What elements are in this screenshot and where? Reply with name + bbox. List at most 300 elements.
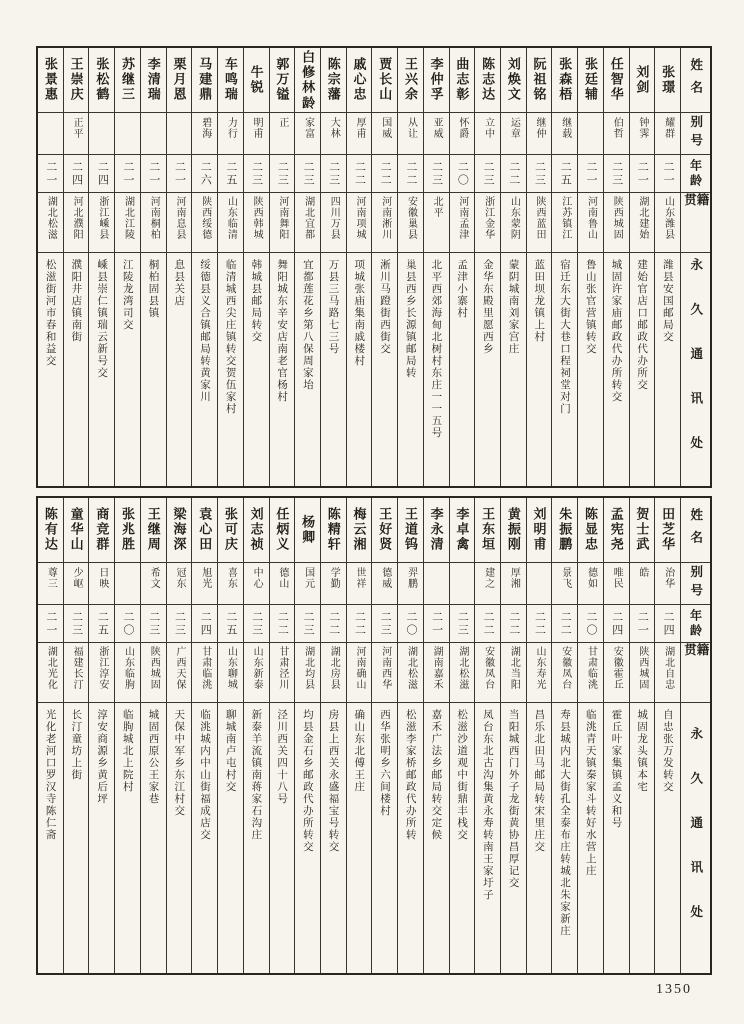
person-origin-cell [552, 192, 577, 252]
person-alias-cell [64, 112, 89, 154]
row-header-alias-label: 别号 [688, 115, 703, 152]
person-age-cell [115, 604, 140, 642]
person-alias-cell [578, 562, 603, 604]
person-origin-cell [89, 642, 114, 702]
person-origin: 浙江金华 [482, 196, 494, 240]
person-address: 霍丘叶家集镇孟义和号 [610, 709, 623, 829]
person-address-cell [527, 702, 552, 973]
person-address-cell [270, 252, 295, 486]
person-column [475, 48, 501, 486]
person-origin-cell [218, 192, 243, 252]
person-alias-cell [89, 562, 114, 604]
person-origin: 湖北房县 [328, 646, 340, 690]
person-origin-cell [141, 642, 166, 702]
person-alias: 耀群 [662, 117, 674, 139]
person-origin: 湖北松滋 [45, 196, 57, 240]
person-age-cell [295, 604, 320, 642]
person-address-cell [501, 252, 526, 486]
person-origin: 山东临朐 [122, 646, 134, 690]
person-address: 自忠张万发转交 [661, 709, 674, 793]
person-age: 二一 [44, 610, 57, 637]
person-column [321, 48, 347, 486]
person-alias-cell [347, 562, 372, 604]
person-alias: 冠东 [173, 567, 185, 589]
person-name-cell [655, 48, 680, 112]
person-alias: 亚威 [431, 117, 443, 139]
person-alias-cell [398, 562, 423, 604]
person-origin-cell [141, 192, 166, 252]
person-address: 松滋沙道观中街鼎丰栈交 [456, 709, 469, 841]
person-address: 息县关店 [173, 259, 186, 307]
person-address: 松滋李家桥邮政代办所转 [404, 709, 417, 841]
person-origin: 广西天保 [173, 646, 185, 690]
person-name: 郭万镒 [274, 57, 290, 102]
person-address-cell [295, 702, 320, 973]
person-address: 嘉禾广法乡邮局转交定候 [430, 709, 443, 841]
person-column [372, 48, 398, 486]
person-origin-cell [38, 192, 63, 252]
person-age-cell [475, 154, 500, 192]
person-age-cell [578, 604, 603, 642]
person-origin-cell [655, 192, 680, 252]
person-age: 二五 [224, 160, 237, 187]
person-origin-cell [398, 642, 423, 702]
row-header-origin-label: 籍贯 [682, 193, 709, 228]
person-address: 濮阳井店镇南街 [70, 259, 83, 343]
person-alias-cell [655, 562, 680, 604]
person-origin-cell [192, 192, 217, 252]
person-address: 确山东北傅王庄 [353, 709, 366, 793]
person-column [218, 498, 244, 973]
person-address-cell [64, 702, 89, 973]
person-alias-cell [321, 112, 346, 154]
person-name-cell [527, 48, 552, 112]
person-origin-cell [244, 642, 269, 702]
person-alias: 运章 [508, 117, 520, 139]
person-name-cell [398, 498, 423, 562]
person-origin-cell [578, 192, 603, 252]
person-name-cell [89, 498, 114, 562]
person-name-cell [604, 498, 629, 562]
row-header-origin [681, 192, 710, 252]
person-address-cell [450, 252, 475, 486]
person-column [64, 498, 90, 973]
person-alias-cell [270, 112, 295, 154]
person-name: 张景惠 [42, 57, 58, 102]
person-name: 田芝华 [660, 507, 676, 552]
person-column [295, 48, 321, 486]
person-alias: 钟霁 [636, 117, 648, 139]
person-address-cell [501, 702, 526, 973]
person-address-cell [89, 252, 114, 486]
person-age-cell [218, 154, 243, 192]
person-name-cell [192, 498, 217, 562]
person-age-cell [501, 154, 526, 192]
person-name-cell [295, 498, 320, 562]
person-origin: 安徽巢县 [405, 196, 417, 240]
row-header-age [681, 604, 710, 642]
person-age-cell [398, 154, 423, 192]
person-name-cell [321, 48, 346, 112]
person-name: 王兴余 [402, 57, 418, 102]
person-column [424, 498, 450, 973]
person-origin: 河南确山 [354, 646, 366, 690]
person-column [501, 498, 527, 973]
person-origin-cell [64, 642, 89, 702]
row-header-name-label: 姓名 [688, 57, 703, 103]
person-address: 蓝田坝龙镇上村 [533, 259, 546, 343]
person-alias: 国元 [302, 567, 314, 589]
person-address-cell [655, 252, 680, 486]
person-origin-cell [424, 642, 449, 702]
person-age-cell [115, 154, 140, 192]
person-origin: 河南鲁山 [585, 196, 597, 240]
person-origin-cell [347, 642, 372, 702]
person-column [115, 48, 141, 486]
person-alias-cell [270, 562, 295, 604]
person-origin: 陕西城固 [148, 646, 160, 690]
person-origin-cell [218, 642, 243, 702]
person-name: 戚心忠 [351, 57, 367, 102]
person-age-cell [552, 154, 577, 192]
person-address-cell [244, 252, 269, 486]
person-name-cell [347, 48, 372, 112]
person-alias-cell [218, 112, 243, 154]
person-name-cell [630, 498, 655, 562]
person-name: 贺士武 [634, 507, 650, 552]
person-age: 二一 [430, 610, 443, 637]
person-alias-cell [321, 562, 346, 604]
person-address: 桐柏固县镇 [147, 259, 160, 319]
person-alias: 继仲 [534, 117, 546, 139]
person-age-cell [321, 604, 346, 642]
person-name: 陈精轩 [325, 507, 341, 552]
person-name: 李仲孚 [428, 57, 444, 102]
person-origin: 湖南嘉禾 [431, 646, 443, 690]
person-age: 二三 [379, 610, 392, 637]
person-age-cell [295, 154, 320, 192]
person-column [270, 48, 296, 486]
person-column [38, 498, 64, 973]
person-origin: 湖北光化 [45, 646, 57, 690]
person-name-cell [167, 48, 192, 112]
person-name: 王东垣 [480, 507, 496, 552]
person-age-cell [64, 154, 89, 192]
person-origin: 河南项城 [354, 196, 366, 240]
person-address-cell [630, 252, 655, 486]
person-name-cell [527, 498, 552, 562]
person-age-cell [192, 604, 217, 642]
person-age: 二三 [610, 160, 623, 187]
person-origin-cell [115, 642, 140, 702]
person-name: 白修林 [300, 49, 316, 95]
person-address-cell [372, 702, 397, 973]
person-origin-cell [244, 192, 269, 252]
person-name: 袁心田 [197, 507, 213, 552]
person-address-cell [604, 252, 629, 486]
person-name-cell [450, 48, 475, 112]
person-name-cell [424, 48, 449, 112]
person-address: 金华东殿里愿西乡 [481, 259, 494, 355]
person-origin: 四川万县 [328, 196, 340, 240]
person-age-cell [218, 604, 243, 642]
person-address-cell [552, 252, 577, 486]
person-address-cell [552, 702, 577, 973]
person-alias: 世祥 [354, 567, 366, 589]
person-origin: 甘肃泾川 [276, 646, 288, 690]
person-column [604, 48, 630, 486]
person-address: 城固龙头镇本宅 [636, 709, 649, 793]
person-alias-cell [552, 562, 577, 604]
person-age: 二二 [559, 610, 572, 637]
person-origin-cell [321, 642, 346, 702]
person-origin-cell [167, 642, 192, 702]
person-column [604, 498, 630, 973]
person-origin: 湖北宜都 [302, 196, 314, 240]
person-name-cell [604, 48, 629, 112]
person-alias: 立中 [482, 117, 494, 139]
person-name-cell [192, 48, 217, 112]
person-name-cell [141, 498, 166, 562]
person-name: 张廷辅 [582, 57, 598, 102]
person-address-cell [321, 702, 346, 973]
row-header-name [681, 498, 710, 562]
person-age-cell [244, 604, 269, 642]
person-alias-cell [630, 112, 655, 154]
person-origin: 安徽凤台 [482, 646, 494, 690]
person-column [578, 498, 604, 973]
person-age-cell [64, 604, 89, 642]
row-header-age-label: 年龄 [688, 158, 703, 189]
person-address-cell [578, 702, 603, 973]
person-age-cell [347, 604, 372, 642]
person-age: 二四 [199, 610, 212, 637]
person-address-cell [578, 252, 603, 486]
person-address: 建始官店口邮政代办所交 [636, 259, 649, 391]
person-name-cell [115, 498, 140, 562]
person-origin: 浙江淳安 [96, 646, 108, 690]
person-name: 张森梧 [557, 57, 573, 102]
person-age: 二三 [250, 160, 263, 187]
person-age: 二三 [302, 160, 315, 187]
person-alias: 喜东 [225, 567, 237, 589]
person-origin-cell [295, 642, 320, 702]
person-age-cell [424, 154, 449, 192]
person-column [655, 48, 681, 486]
person-address: 均县金石乡邮政代办所转交 [301, 709, 314, 853]
person-name: 张松鹤 [94, 57, 110, 102]
person-name: 张兆胜 [120, 507, 136, 552]
person-address: 江陵龙湾司交 [121, 259, 134, 331]
person-origin-cell [89, 192, 114, 252]
person-name-cell [38, 48, 63, 112]
person-name: 车鸣瑞 [222, 57, 238, 102]
person-name: 李清瑞 [145, 57, 161, 102]
person-address-cell [38, 252, 63, 486]
person-name: 王崇庆 [68, 57, 84, 102]
person-address: 嵊县崇仁镇瑞云新号交 [96, 259, 109, 379]
person-column [270, 498, 296, 973]
row-header-alias-label: 别号 [688, 565, 703, 602]
person-origin-cell [347, 192, 372, 252]
person-age-cell [655, 604, 680, 642]
person-column [347, 498, 373, 973]
person-alias-cell [295, 562, 320, 604]
person-address-cell [321, 252, 346, 486]
person-address: 西华张明乡六间楼村 [378, 709, 391, 817]
person-column [552, 48, 578, 486]
person-origin: 山东潍县 [662, 196, 674, 240]
person-origin: 湖北松滋 [405, 646, 417, 690]
person-origin-cell [475, 642, 500, 702]
row-header-address-label: 永久通讯处 [688, 726, 703, 950]
person-origin: 河南桐柏 [148, 196, 160, 240]
person-age-cell [604, 604, 629, 642]
person-address-cell [167, 702, 192, 973]
person-origin: 浙江嵊县 [96, 196, 108, 240]
person-origin-cell [475, 192, 500, 252]
row-header-alias [681, 112, 710, 154]
person-origin: 湖北江陵 [122, 196, 134, 240]
person-name: 王继周 [145, 507, 161, 552]
row-header-name [681, 48, 710, 112]
person-age: 二二 [482, 610, 495, 637]
row-header-address-label: 永久通讯处 [688, 258, 703, 481]
person-age-cell [527, 604, 552, 642]
person-alias-cell [141, 562, 166, 604]
row-header-column [681, 48, 710, 486]
row-header-alias [681, 562, 710, 604]
person-address-cell [244, 702, 269, 973]
person-alias-cell [655, 112, 680, 154]
person-age: 二三 [302, 610, 315, 637]
person-age: 二三 [250, 610, 263, 637]
person-address-cell [398, 252, 423, 486]
person-address: 韩城县邮局转交 [250, 259, 263, 343]
person-age-cell [372, 154, 397, 192]
person-age-cell [578, 154, 603, 192]
person-alias-cell [89, 112, 114, 154]
person-address-cell [192, 252, 217, 486]
person-origin: 山东聊城 [225, 646, 237, 690]
person-column [141, 48, 167, 486]
person-column [655, 498, 681, 973]
person-address: 淳安商源乡黄后坪 [96, 709, 109, 805]
person-alias-cell [398, 112, 423, 154]
person-age: 二二 [404, 160, 417, 187]
person-name: 任炳义 [274, 507, 290, 552]
row-header-address [681, 702, 710, 973]
person-origin: 陕西城固 [611, 196, 623, 240]
person-alias: 景飞 [559, 567, 571, 589]
person-alias: 日映 [96, 567, 108, 589]
person-name-cell [630, 48, 655, 112]
person-age-cell [527, 154, 552, 192]
person-address: 项城张庙集南戚楼村 [353, 259, 366, 367]
person-age: 二二 [533, 610, 546, 637]
person-alias-cell [167, 112, 192, 154]
person-age-cell [604, 154, 629, 192]
person-alias: 国威 [379, 117, 391, 139]
person-age-cell [167, 154, 192, 192]
person-age: 二六 [199, 160, 212, 187]
person-age-cell [321, 154, 346, 192]
person-column [475, 498, 501, 973]
person-column [218, 48, 244, 486]
person-name: 刘剑 [634, 64, 650, 95]
person-address: 潍县安国邮局交 [661, 259, 674, 343]
person-name-cell [347, 498, 372, 562]
person-alias-cell [450, 112, 475, 154]
person-address: 城固许家庙邮政代办所转交 [610, 259, 623, 403]
person-alias: 治华 [662, 567, 674, 589]
person-name: 杨卿 [300, 514, 316, 545]
person-age: 二四 [70, 160, 83, 187]
person-address: 天保中军乡东江村交 [173, 709, 186, 817]
row-header-origin [681, 642, 710, 702]
person-alias-cell [372, 112, 397, 154]
person-address-cell [141, 702, 166, 973]
row-header-address [681, 252, 710, 486]
person-name-cell [655, 498, 680, 562]
person-name: 刘焕文 [505, 57, 521, 102]
person-age: 二三 [456, 610, 469, 637]
person-alias-cell [475, 112, 500, 154]
person-name: 童华山 [68, 507, 84, 552]
person-name-cell [475, 498, 500, 562]
person-alias-cell [244, 562, 269, 604]
person-age: 二三 [70, 610, 83, 637]
person-origin-cell [604, 642, 629, 702]
person-name-cell [552, 48, 577, 112]
person-age: 二三 [482, 160, 495, 187]
person-alias-cell [38, 112, 63, 154]
person-name-cell [578, 498, 603, 562]
person-age-cell [141, 604, 166, 642]
person-origin-cell [552, 642, 577, 702]
person-name-cell [321, 498, 346, 562]
person-name-cell [450, 498, 475, 562]
person-column [192, 48, 218, 486]
person-address-cell [424, 252, 449, 486]
person-address: 临洮青天镇秦家斗转好水营上庄 [584, 709, 597, 877]
person-origin-cell [501, 192, 526, 252]
person-address: 聊城南卢屯村交 [224, 709, 237, 793]
person-address: 房县上西关永盛福宝号转交 [327, 709, 340, 853]
person-column [115, 498, 141, 973]
person-address-cell [270, 702, 295, 973]
person-name-cell [372, 498, 397, 562]
person-origin: 山东寿光 [534, 646, 546, 690]
person-name-cell [424, 498, 449, 562]
person-address: 舞阳城东辛安店南老官杨村 [276, 259, 289, 403]
person-age: 二四 [96, 160, 109, 187]
person-name-cell [270, 48, 295, 112]
person-column [192, 498, 218, 973]
person-age-cell [424, 604, 449, 642]
person-origin: 甘肃临洮 [199, 646, 211, 690]
person-age-cell [630, 154, 655, 192]
person-alias-cell [501, 562, 526, 604]
person-alias-cell [527, 562, 552, 604]
person-column [501, 48, 527, 486]
person-name: 牛锐 [248, 64, 264, 95]
person-name: 张可庆 [222, 507, 238, 552]
person-address: 城固西原公王家巷 [147, 709, 160, 805]
person-name: 李卓禽 [454, 507, 470, 552]
page-number: 1350 [656, 982, 692, 997]
row-header-age [681, 154, 710, 192]
